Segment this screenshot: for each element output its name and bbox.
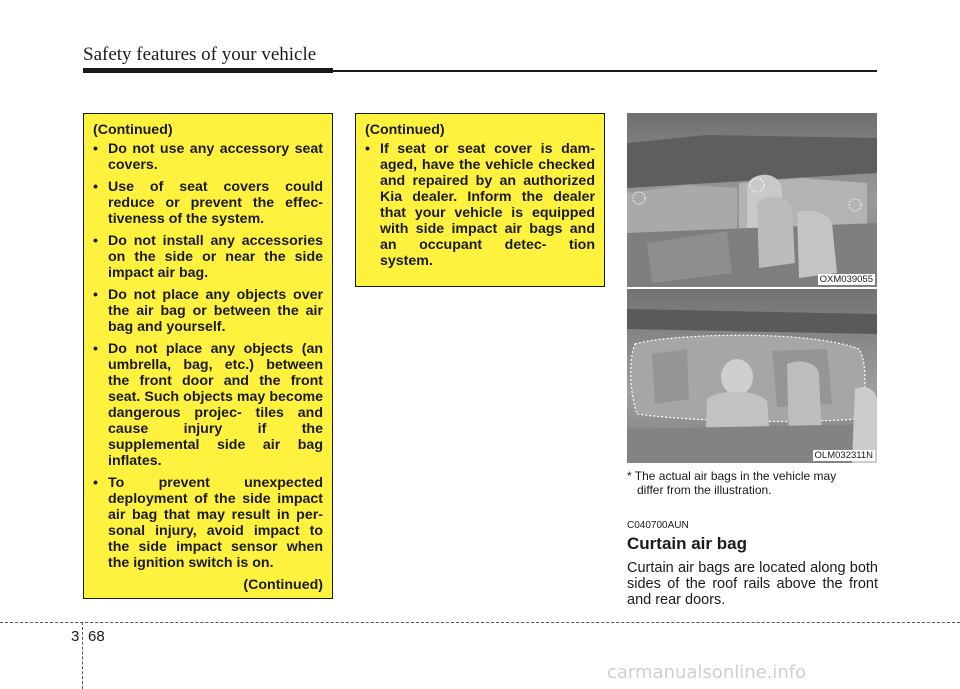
footer-rule	[0, 622, 960, 623]
warning-bullet: • Do not use any accessory seat covers.	[93, 141, 323, 173]
warning-box-heading: (Continued)	[93, 122, 173, 138]
warning-bullet: • Use of seat covers could reduce or prevent the effec- tiveness of the system.	[93, 179, 323, 227]
bullet-dot-icon: •	[93, 179, 98, 195]
car-interior-side-illustration	[627, 113, 877, 287]
warning-bullet: • To prevent unexpected deployment of the side impact air bag that may result in per- sonal injury, avoid impact to the side impact sensor when the ignition switch is on.	[93, 475, 323, 571]
chapter-number: 3	[71, 628, 80, 645]
warning-bullet: • Do not place any objects (an umbrella, bag, etc.) between the front door and the front seat. Such objects may become dangerous projec- tiles and cause injury if the supplemental side air bag inflates.	[93, 341, 323, 469]
side-air-bag-photo	[627, 113, 877, 287]
bullet-dot-icon: •	[93, 475, 98, 491]
header-rule-thick	[83, 68, 333, 73]
section-title: Curtain air bag	[627, 534, 747, 553]
footer-divider	[82, 622, 83, 689]
watermark: carmanualsonline.info	[607, 662, 807, 683]
warning-box-heading: (Continued)	[365, 122, 445, 138]
page-number: 68	[88, 628, 105, 645]
warning-bullet: • If seat or seat cover is dam- aged, have the vehicle checked and repaired by an authorized Kia dealer. Inform the dealer that your vehicle is equipped with side impact air bags and an occupant detec- tion system.	[365, 141, 595, 269]
curtain-air-bag-illustration	[627, 289, 877, 463]
bullet-dot-icon: •	[93, 233, 98, 249]
bullet-dot-icon: •	[365, 141, 370, 157]
page-header-title: Safety features of your vehicle	[83, 44, 317, 65]
warning-box-left	[83, 113, 333, 599]
photo-code-label: OXM039055	[819, 274, 873, 285]
bullet-dot-icon: •	[93, 287, 98, 303]
section-code: C040700AUN	[627, 520, 689, 531]
warning-box-footer: (Continued)	[243, 577, 323, 593]
illustration-note: * The actual air bags in the vehicle may differ from the illustration.	[627, 469, 837, 497]
photo-code-label: OLM032311N	[814, 450, 873, 461]
bullet-dot-icon: •	[93, 141, 98, 157]
header-rule-thin	[333, 70, 877, 72]
bullet-dot-icon: •	[93, 341, 98, 357]
curtain-air-bag-photo	[627, 289, 877, 463]
warning-bullet: • Do not place any objects over the air bag or between the air bag and yourself.	[93, 287, 323, 335]
warning-box-right	[355, 113, 605, 287]
section-body: Curtain air bags are located along both sides of the roof rails above the front and rear doors.	[627, 560, 878, 608]
warning-bullet: • Do not install any accessories on the side or near the side impact air bag.	[93, 233, 323, 281]
